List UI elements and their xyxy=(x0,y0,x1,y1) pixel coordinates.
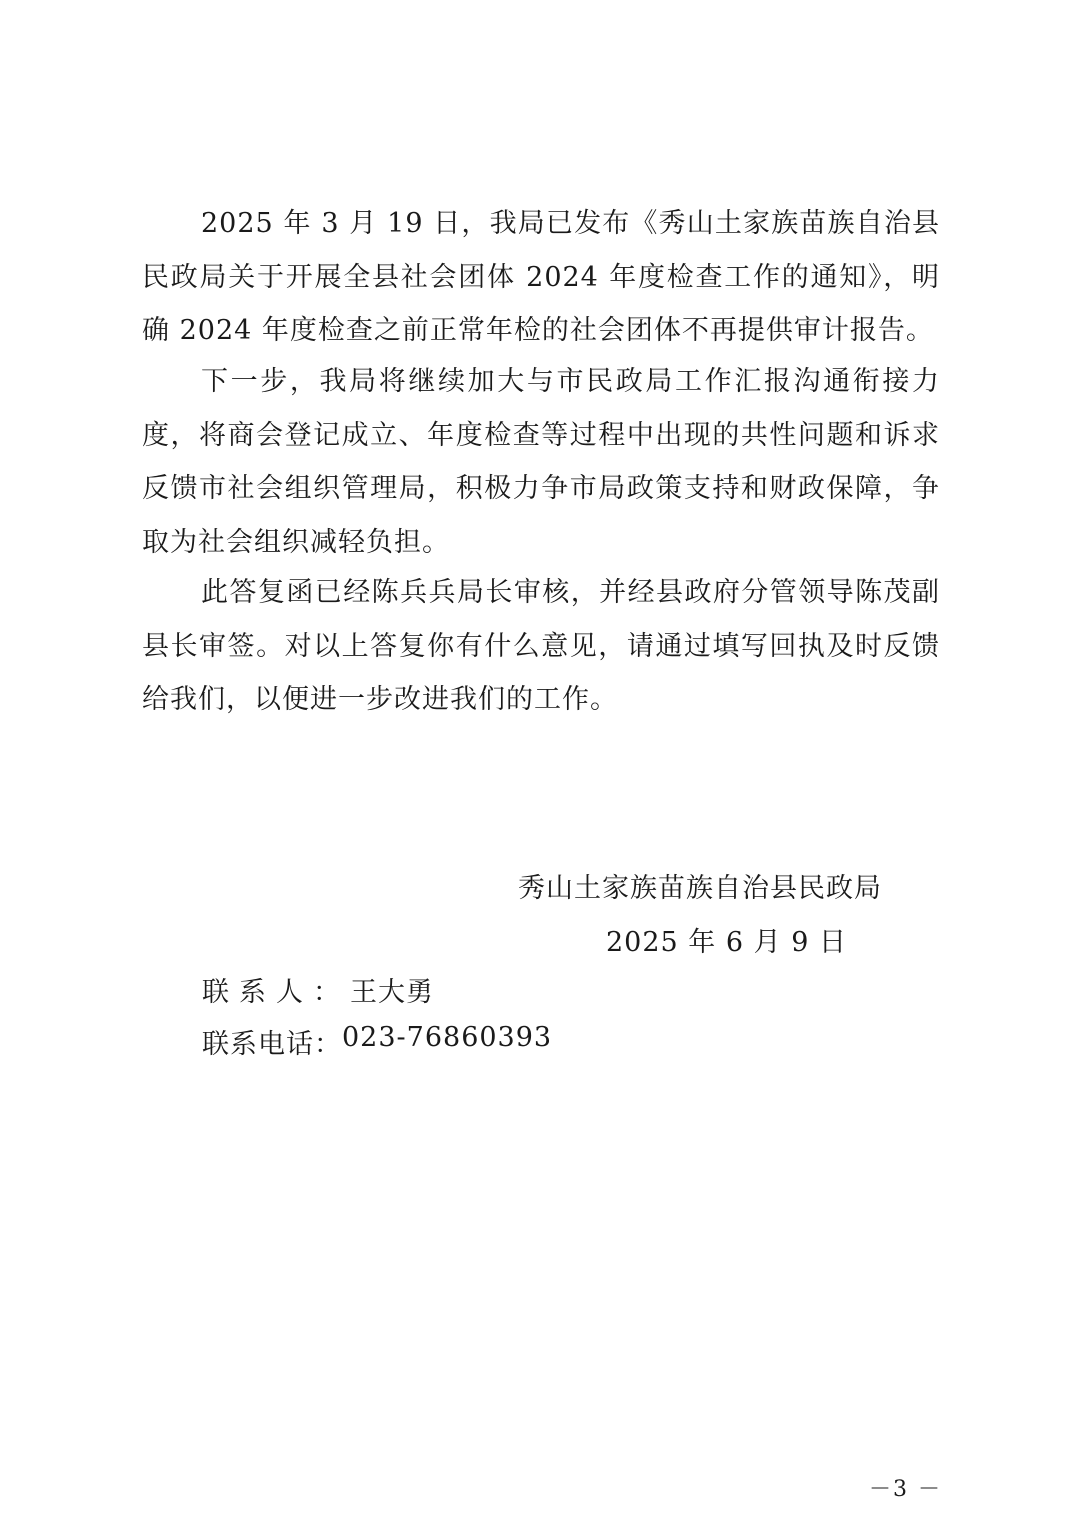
body-paragraph-3: 此答复函已经陈兵兵局长审核，并经县政府分管领导陈茂副县长审签。对以上答复你有什么意见，请通过填写回执及时反馈给我们，以便进一步改进我们的工作。 xyxy=(142,577,940,715)
contact-person-label: 联系人： xyxy=(202,977,350,1008)
signature-organization: 秀山土家族苗族自治县民政局 xyxy=(518,873,882,904)
contact-phone-value: 023-76860393 xyxy=(342,1022,553,1053)
page-number: －3 － xyxy=(869,1477,942,1502)
body-paragraph-2: 下一步，我局将继续加大与市民政局工作汇报沟通衔接力度，将商会登记成立、年度检查等过程中出现的共性问题和诉求反馈市社会组织管理局，积极力争市局政策支持和财政保障，争取为社会组织减轻负担。 xyxy=(142,366,940,558)
contact-person xyxy=(202,970,434,1009)
contact-person-value: 王大勇 xyxy=(350,977,434,1008)
contact-phone xyxy=(202,1022,552,1061)
body-paragraph-1: 2025 年 3 月 19 日，我局已发布《秀山土家族苗族自治县民政局关于开展全县社会团体 2024 年度检查工作的通知》，明确 2024 年度检查之前正常年检的社会团体不再提供审计报告。 xyxy=(142,208,940,346)
contact-phone-label: 联系电话： xyxy=(202,1029,342,1060)
signature-date: 2025 年 6 月 9 日 xyxy=(606,927,847,958)
